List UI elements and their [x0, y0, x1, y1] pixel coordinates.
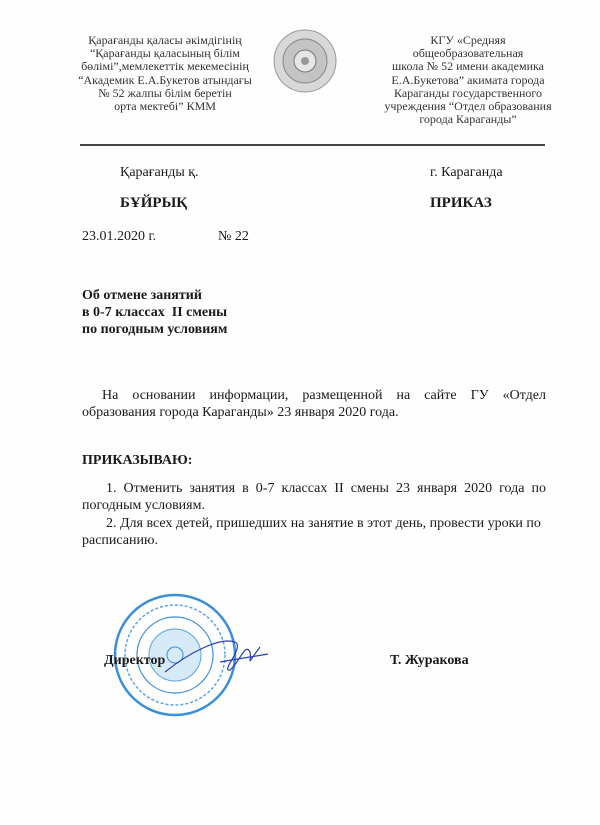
state-emblem-icon [272, 28, 338, 94]
order-item: 1. Отменить занятия в 0-7 классах II смены 23 января 2020 года по погодным условиям. [82, 481, 546, 513]
order-title-kz: БҰЙРЫҚ [120, 195, 188, 211]
header-right-line: КГУ «Средняя [430, 33, 506, 47]
header-right-line: города Караганды” [419, 112, 517, 127]
signature-icon [160, 632, 270, 682]
city-ru: г. Караганда [430, 165, 503, 180]
header-left-line: “Академик Е.А.Букетов атындағы [78, 72, 252, 87]
order-title-ru: ПРИКАЗ [430, 195, 492, 211]
signatory-name: Т. Журакова [390, 653, 469, 668]
subject-line: в 0-7 классах II смены [82, 305, 228, 320]
header-divider [80, 144, 545, 146]
header-right-line: Караганды государственного [393, 85, 543, 100]
header-left-line: № 52 жалпы білім беретін [98, 85, 232, 100]
subject-line: Об отмене занятий [82, 288, 202, 303]
order-item: 2. Для всех детей, пришедших на занятие в этот день, провести уроки по расписанию. [82, 516, 541, 548]
header-right [370, 34, 566, 126]
header-right-line: учреждения “Отдел образования [384, 99, 552, 114]
header-right-line: Е.А.Букетова” акимата города [391, 72, 545, 87]
header-right-line: общеобразовательная [412, 46, 524, 61]
subject-line: по погодным условиям [82, 322, 228, 337]
order-number: № 22 [218, 229, 249, 244]
order-date: 23.01.2020 г. [82, 229, 157, 244]
basis-paragraph: На основании информации, размещенной на сайте ГУ «Отдел образования города Караганды» 23 января 2020 года. [82, 388, 546, 420]
header-left-line: орта мектебі” КММ [114, 99, 216, 114]
header-right-line: школа № 52 имени академика [392, 59, 544, 74]
order-word: ПРИКАЗЫВАЮ: [82, 453, 193, 468]
signatory-role: Директор [104, 653, 166, 668]
header-left-line: бөлімі”,мемлекеттік мекемесінің [81, 59, 249, 74]
header-left-line: “Қарағанды қаласының білім [89, 46, 241, 61]
city-kz: Қарағанды қ. [120, 165, 199, 180]
header-left [70, 34, 260, 113]
order-subject [82, 287, 227, 338]
header-left-line: Қарағанды қаласы әкімдігінің [88, 33, 242, 47]
